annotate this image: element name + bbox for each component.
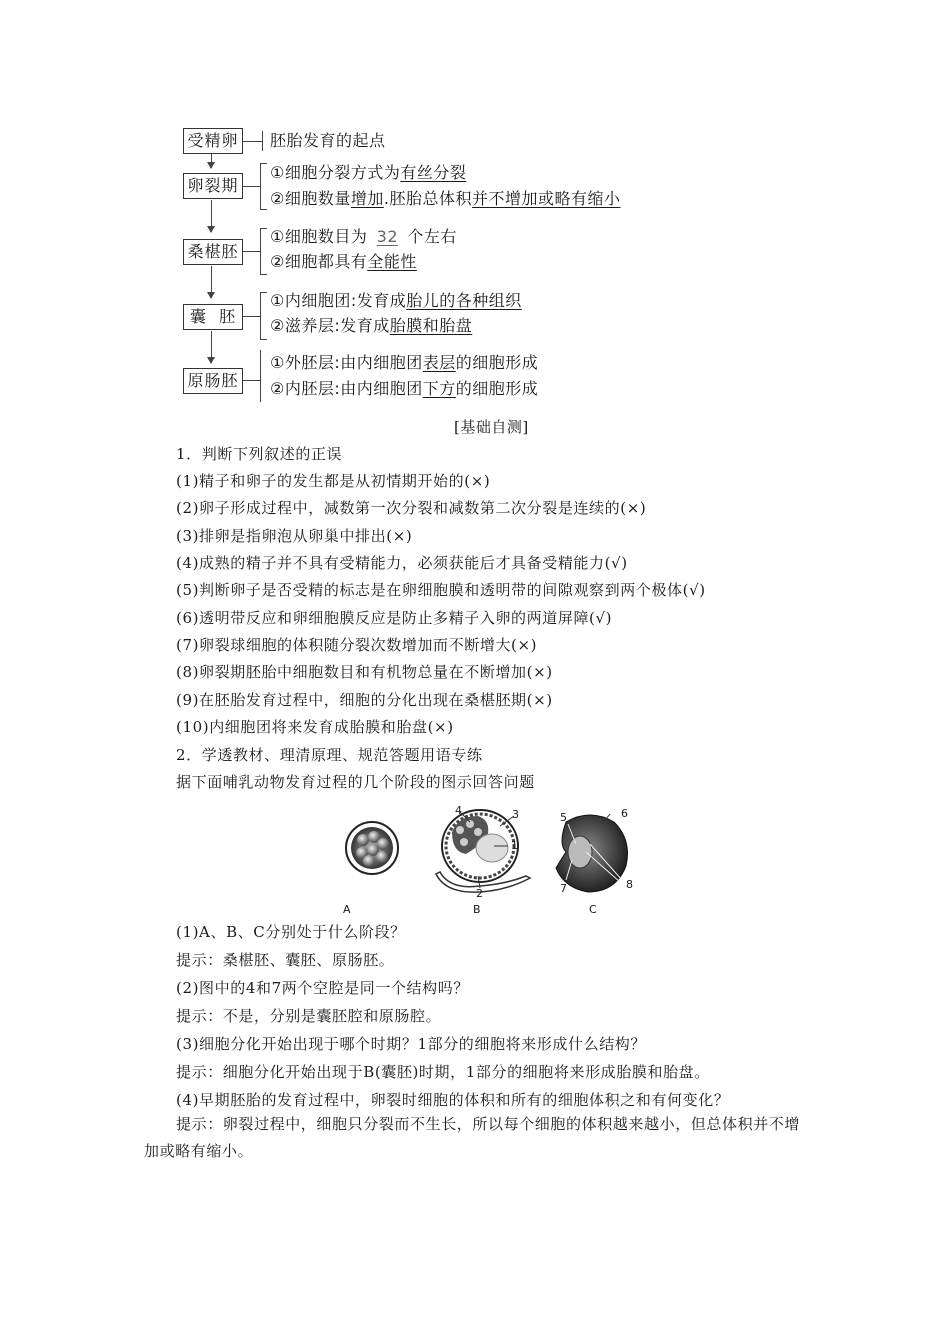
q2-intro: 据下面哺乳动物发育过程的几个阶段的图示回答问题 — [176, 773, 535, 791]
q1-item: (9)在胚胎发育过程中，细胞的分化出现在桑椹胚期(×) — [176, 691, 553, 709]
stage-desc-line: ①外胚层:由内细胞团表层的细胞形成 — [270, 353, 539, 372]
stage-desc-line: ①细胞数目为 32 个左右 — [270, 227, 457, 246]
q1-item: (5)判断卵子是否受精的标志是在卵细胞膜和透明带的间隙观察到两个极体(√) — [176, 581, 706, 599]
connector — [243, 316, 261, 317]
connector — [243, 186, 261, 187]
q1-item: (7)卵裂球细胞的体积随分裂次数增加而不断增大(×) — [176, 636, 538, 654]
stage-desc-line: ②细胞数量增加.胚胎总体积并不增加或略有缩小 — [270, 189, 621, 208]
embryo-figure — [340, 802, 650, 920]
connector — [243, 141, 263, 142]
figure-number-7: 7 — [560, 882, 567, 895]
arrow-down — [211, 154, 212, 168]
bracket — [262, 131, 269, 151]
figure-number-1: 1 — [511, 839, 518, 852]
figure-number-2: 2 — [476, 887, 483, 900]
figure-number-4: 4 — [455, 804, 462, 817]
q1-item: (8)卵裂期胚胎中细胞数目和有机物总量在不断增加(×) — [176, 663, 553, 681]
stage-desc-line: ②细胞都具有全能性 — [270, 252, 417, 271]
connector — [243, 380, 261, 381]
stage-box-cleavage: 卵裂期 — [183, 173, 243, 199]
bracket — [260, 228, 267, 275]
connector — [243, 251, 261, 252]
q1-item: (1)精子和卵子的发生都是从初情期开始的(×) — [176, 472, 491, 490]
q1-heading: 1．判断下列叙述的正误 — [176, 445, 343, 463]
gastrula-drawing — [556, 814, 628, 892]
figure-label-c: C — [589, 903, 597, 916]
arrow-down — [211, 266, 212, 298]
morula-drawing — [346, 822, 398, 874]
arrow-down — [211, 200, 212, 232]
q1-item: (2)卵子形成过程中，减数第一次分裂和减数第二次分裂是连续的(×) — [176, 499, 647, 517]
q2-answer-paragraph: 提示：卵裂过程中，细胞只分裂而不生长，所以每个细胞的体积越来越小，但总体积并不增加或略有缩小。 — [144, 1115, 801, 1160]
q1-item: (6)透明带反应和卵细胞膜反应是防止多精子入卵的两道屏障(√) — [176, 609, 613, 627]
q2-answer: 提示：桑椹胚、囊胚、原肠胚。 — [176, 951, 395, 969]
stage-box-blastocyst: 囊 胚 — [183, 304, 243, 330]
figure-number-6: 6 — [621, 807, 628, 820]
stage-desc-line: ①细胞分裂方式为有丝分裂 — [270, 163, 467, 182]
stage-box-fertilized-egg: 受精卵 — [183, 128, 243, 154]
arrow-down — [211, 331, 212, 363]
figure-number-8: 8 — [626, 878, 633, 891]
bracket — [260, 163, 267, 210]
q2-answer: 提示：细胞分化开始出现于B(囊胚)时期，1部分的细胞将来形成胎膜和胎盘。 — [176, 1063, 710, 1081]
stage-desc: 胚胎发育的起点 — [270, 131, 386, 150]
figure-label-b: B — [473, 903, 481, 916]
figure-label-a: A — [343, 903, 351, 916]
section-title: [基础自测] — [454, 418, 529, 436]
stage-desc-line: ①内细胞团:发育成胎儿的各种组织 — [270, 291, 522, 310]
q1-item: (3)排卵是指卵泡从卵巢中排出(×) — [176, 527, 413, 545]
stage-desc-line: ②滋养层:发育成胎膜和胎盘 — [270, 316, 473, 335]
q2-answer: 提示：不是，分别是囊胚腔和原肠腔。 — [176, 1007, 442, 1025]
q2-question: (2)图中的4和7两个空腔是同一个结构吗？ — [176, 979, 469, 997]
q2-question: (3)细胞分化开始出现于哪个时期？1部分的细胞将来形成什么结构？ — [176, 1035, 646, 1053]
stage-box-gastrula: 原肠胚 — [183, 368, 243, 394]
q1-item: (4)成熟的精子并不具有受精能力，必须获能后才具备受精能力(√) — [176, 554, 628, 572]
figure-number-3: 3 — [512, 808, 519, 821]
q2-heading: 2．学透教材、理清原理、规范答题用语专练 — [176, 746, 483, 764]
embryo-figure-svg — [340, 802, 650, 920]
bracket — [260, 350, 267, 402]
q2-question: (1)A、B、C分别处于什么阶段？ — [176, 923, 406, 941]
figure-number-5: 5 — [560, 811, 567, 824]
stage-box-morula: 桑椹胚 — [183, 239, 243, 265]
bracket — [260, 292, 267, 340]
stage-desc-line: ②内胚层:由内细胞团下方的细胞形成 — [270, 379, 539, 398]
q1-item: (10)内细胞团将来发育成胎膜和胎盘(×) — [176, 718, 454, 736]
q2-question: (4)早期胚胎的发育过程中，卵裂时细胞的体积和所有的细胞体积之和有何变化？ — [176, 1091, 730, 1109]
